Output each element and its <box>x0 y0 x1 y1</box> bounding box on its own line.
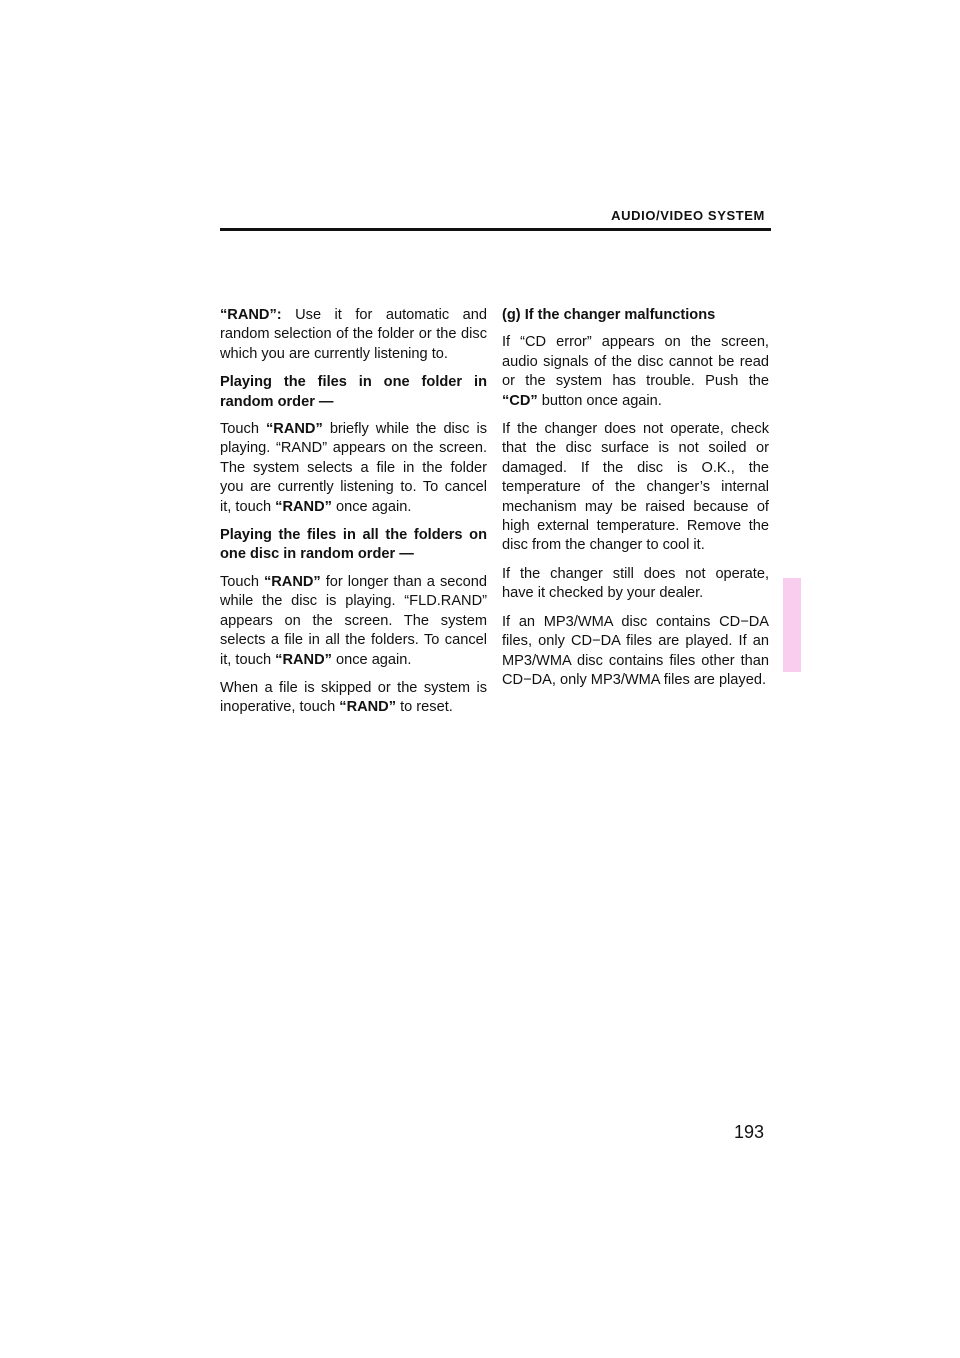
paragraph-cd-error <box>502 333 769 411</box>
paragraph-rand-definition <box>220 306 487 364</box>
keyword-cd: “CD” <box>502 392 538 409</box>
paragraph-text: briefly while the disc is playing. “RAND” appears on the screen. The system selects a file in the folder you are currently listening to. To cancel it, touch <box>220 421 487 515</box>
keyword-rand: “RAND” <box>275 651 332 668</box>
paragraph-text: When a file is skipped or the system is inoperative, touch <box>220 679 487 716</box>
paragraph-text: for longer than a second while the disc is playing. “FLD.RAND” appears on the screen. The system selects a file in all the folders. To cancel it, touch <box>220 573 488 668</box>
paragraph-random-disc <box>220 573 487 670</box>
subheading-random-folder: Playing the files in one folder in random order — <box>220 374 487 410</box>
paragraph-reset <box>220 679 487 718</box>
paragraph-text: once again. <box>331 498 412 515</box>
keyword-rand: “RAND” <box>339 699 397 716</box>
paragraph-text: once again. <box>331 651 412 668</box>
keyword-rand: “RAND” <box>275 498 332 515</box>
paragraph-dealer: If the changer still does not operate, have it checked by your dealer. <box>502 565 769 602</box>
paragraph-text: Use it for automatic and random selection of the folder or the disc which you are currently listening to. <box>220 307 487 362</box>
header-rule <box>220 228 771 231</box>
paragraph-text: Touch <box>220 573 264 590</box>
paragraph-text: Touch <box>220 421 266 438</box>
term-rand: “RAND”: <box>220 307 282 323</box>
paragraph-text: If “CD error” appears on the screen, audio signals of the disc cannot be read or the system has trouble. Push the <box>502 334 769 390</box>
page-number: 193 <box>733 1122 764 1142</box>
keyword-rand: “RAND” <box>263 573 321 590</box>
keyword-rand: “RAND” <box>266 421 323 438</box>
paragraph-mp3-wma: If an MP3/WMA disc contains CD−DA files, only CD−DA files are played. If an MP3/WMA disc contains files other than CD−DA, only MP3/WMA files are played. <box>502 613 769 688</box>
paragraph-text: button once again. <box>537 392 662 409</box>
paragraph-changer-check: If the changer does not operate, check that the disc surface is not soiled or damaged. If the disc is O.K., the temperature of the changer’s internal mechanism may be raised because of high external temperature. Remove the disc from the changer to cool it. <box>502 421 769 554</box>
subheading-random-disc: Playing the files in all the folders on one disc in random order — <box>220 527 487 563</box>
paragraph-random-folder <box>220 420 487 517</box>
subheading-changer-malfunctions: (g) If the changer malfunctions <box>502 307 716 323</box>
section-side-tab <box>783 578 801 672</box>
left-column <box>220 306 487 727</box>
right-column <box>502 306 769 699</box>
section-header-title: AUDIO/VIDEO SYSTEM <box>611 208 765 223</box>
paragraph-text: to reset. <box>396 699 453 716</box>
